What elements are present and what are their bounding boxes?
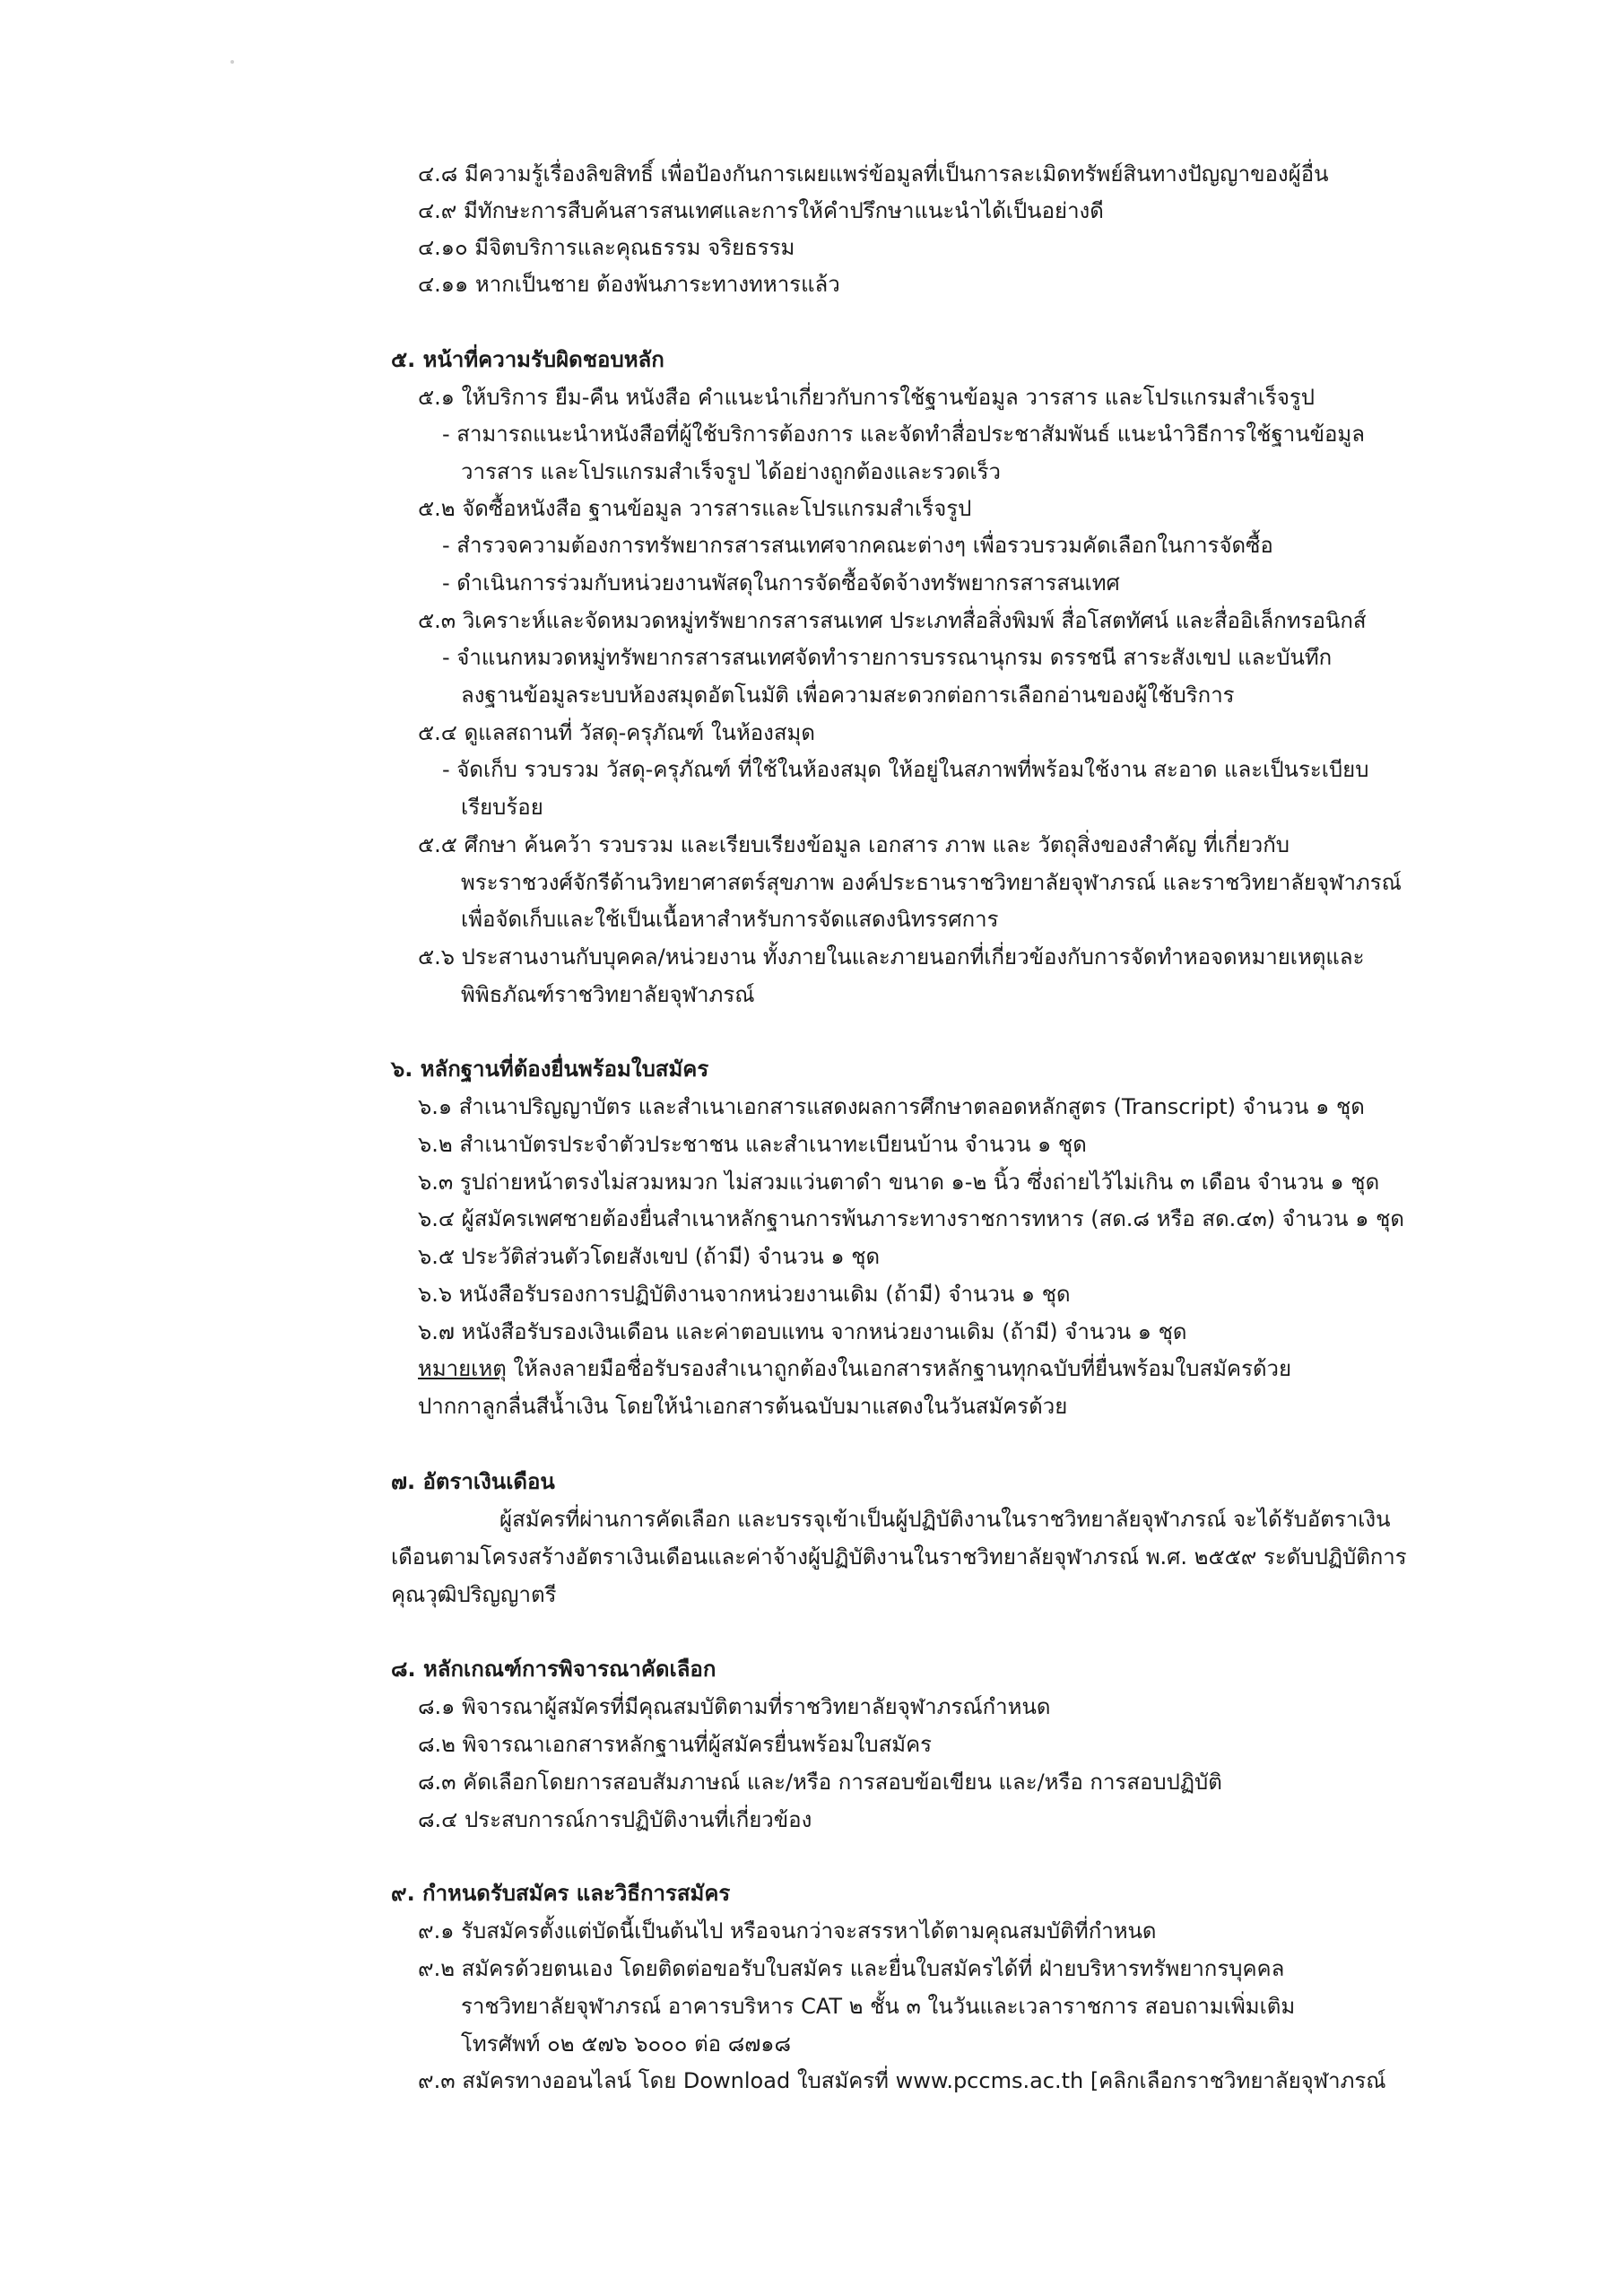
sec5-line: พิพิธภัณฑ์ราชวิทยาลัยจุฬาภรณ์	[461, 982, 755, 1007]
sec6-line: ๖.๕ ประวัติส่วนตัวโดยสังเขป (ถ้ามี) จำนวน ๑ ชุด	[418, 1244, 881, 1269]
sec8-line: ๘.๑ พิจารณาผู้สมัครที่มีคุณสมบัติตามที่ราชวิทยาลัยจุฬาภรณ์กำหนด	[418, 1694, 1051, 1719]
sec5-line: ลงฐานข้อมูลระบบห้องสมุดอัตโนมัติ เพื่อความสะดวกต่อการเลือกอ่านของผู้ใช้บริการ	[461, 683, 1235, 708]
sec8-line: ๘.๒ พิจารณาเอกสารหลักฐานที่ผู้สมัครยื่นพร้อมใบสมัคร	[418, 1732, 933, 1757]
sec5-line: - สามารถแนะนำหนังสือที่ผู้ใช้บริการต้องการ และจัดทำสื่อประชาสัมพันธ์ แนะนำวิธีการใช้ฐานข้อมูล	[442, 422, 1365, 447]
sec6-line: ๖.๓ รูปถ่ายหน้าตรงไม่สวมหมวก ไม่สวมแว่นตาดำ ขนาด ๑-๒ นิ้ว ซึ่งถ่ายไว้ไม่เกิน ๓ เดือน จำนวน ๑ ชุด	[418, 1170, 1380, 1195]
note-text: ให้ลงลายมือชื่อรับรองสำเนาถูกต้องในเอกสารหลักฐานทุกฉบับที่ยื่นพร้อมใบสมัครด้วย	[506, 1356, 1292, 1381]
sec9-line: โทรศัพท์ ๐๒ ๕๗๖ ๖๐๐๐ ต่อ ๘๗๑๘	[461, 2031, 792, 2057]
sec6-line: ๖.๔ ผู้สมัครเพศชายต้องยื่นสำเนาหลักฐานการพ้นภาระทางราชการทหาร (สด.๘ หรือ สด.๔๓) จำนวน ๑ ชุด	[418, 1206, 1404, 1231]
sec6-line: ๖.๒ สำเนาบัตรประจำตัวประชาชน และสำเนาทะเบียนบ้าน จำนวน ๑ ชุด	[418, 1132, 1087, 1157]
sec7-line: คุณวุฒิปริญญาตรี	[391, 1582, 557, 1607]
sec5-line: - สำรวจความต้องการทรัพยากรสารสนเทศจากคณะต่างๆ เพื่อรวบรวมคัดเลือกในการจัดซื้อ	[442, 533, 1273, 558]
sec5-line: เพื่อจัดเก็บและใช้เป็นเนื้อหาสำหรับการจัดแสดงนิทรรศการ	[461, 907, 999, 932]
sec5-line: ๕.๑ ให้บริการ ยืม-คืน หนังสือ คำแนะนำเกี่ยวกับการใช้ฐานข้อมูล วารสาร และโปรแกรมสำเร็จรูป	[418, 385, 1316, 410]
sec7-heading: ๗. อัตราเงินเดือน	[391, 1469, 555, 1494]
sec5-heading: ๕. หน้าที่ความรับผิดชอบหลัก	[391, 347, 664, 372]
sec5-line: ๕.๔ ดูแลสถานที่ วัสดุ-ครุภัณฑ์ ในห้องสมุด	[418, 720, 815, 745]
sec9-line: ราชวิทยาลัยจุฬาภรณ์ อาคารบริหาร CAT ๒ ชั้น ๓ ในวันและเวลาราชการ สอบถามเพิ่มเติม	[461, 1994, 1296, 2019]
sec5-line: - จำแนกหมวดหมู่ทรัพยากรสารสนเทศจัดทำรายการบรรณานุกรม ดรรชนี สาระสังเขป และบันทึก	[442, 645, 1333, 670]
sec5-line: ๕.๖ ประสานงานกับบุคคล/หน่วยงาน ทั้งภายในและภายนอกที่เกี่ยวข้องกับการจัดทำหอจดหมายเหตุและ	[418, 944, 1365, 970]
sec5-line: ๕.๕ ศึกษา ค้นคว้า รวบรวม และเรียบเรียงข้อมูล เอกสาร ภาพ และ วัตถุสิ่งของสำคัญ ที่เกี่ยวกับ	[418, 832, 1290, 857]
sec9-line: ๙.๒ สมัครด้วยตนเอง โดยติดต่อขอรับใบสมัคร และยื่นใบสมัครได้ที่ ฝ่ายบริหารทรัพยากรบุคคล	[418, 1956, 1285, 1981]
sec9-line: ๙.๑ รับสมัครตั้งแต่บัดนี้เป็นต้นไป หรือจนกว่าจะสรรหาได้ตามคุณสมบัติที่กำหนด	[418, 1918, 1157, 1944]
sec8-heading: ๘. หลักเกณฑ์การพิจารณาคัดเลือก	[391, 1657, 716, 1682]
sec6-line: ๖.๑ สำเนาปริญญาบัตร และสำเนาเอกสารแสดงผลการศึกษาตลอดหลักสูตร (Transcript) จำนวน ๑ ชุด	[418, 1094, 1365, 1119]
sec6-note-line2: ปากกาลูกลื่นสีน้ำเงิน โดยให้นำเอกสารต้นฉบับมาแสดงในวันสมัครด้วย	[418, 1394, 1068, 1419]
sec4-item: ๔.๑๐ มีจิตบริการและคุณธรรม จริยธรรม	[418, 235, 795, 260]
sec5-line: - ดำเนินการร่วมกับหน่วยงานพัสดุในการจัดซื้อจัดจ้างทรัพยากรสารสนเทศ	[442, 570, 1120, 596]
sec7-line: ผู้สมัครที่ผ่านการคัดเลือก และบรรจุเข้าเป็นผู้ปฏิบัติงานในราชวิทยาลัยจุฬาภรณ์ จะได้รับอัตราเงิน	[499, 1507, 1391, 1532]
sec8-line: ๘.๔ ประสบการณ์การปฏิบัติงานที่เกี่ยวข้อง	[418, 1807, 812, 1832]
sec5-line: ๕.๒ จัดซื้อหนังสือ ฐานข้อมูล วารสารและโปรแกรมสำเร็จรูป	[418, 496, 972, 521]
sec5-line: วารสาร และโปรแกรมสำเร็จรูป ได้อย่างถูกต้องและรวดเร็ว	[461, 459, 1002, 484]
sec4-item: ๔.๘ มีความรู้เรื่องลิขสิทธิ์ เพื่อป้องกันการเผยแพร่ข้อมูลที่เป็นการละเมิดทรัพย์สินทางปัญญาของผู้อื่น	[418, 161, 1329, 187]
sec5-line: พระราชวงศ์จักรีด้านวิทยาศาสตร์สุขภาพ องค์ประธานราชวิทยาลัยจุฬาภรณ์ และราชวิทยาลัยจุฬาภรณ์	[461, 870, 1402, 895]
sec5-line: เรียบร้อย	[461, 795, 543, 820]
sec9-heading: ๙. กำหนดรับสมัคร และวิธีการสมัคร	[391, 1881, 731, 1906]
sec7-line: เดือนตามโครงสร้างอัตราเงินเดือนและค่าจ้างผู้ปฏิบัติงานในราชวิทยาลัยจุฬาภรณ์ พ.ศ. ๒๕๕๙ ระดับปฏิบัติการ	[391, 1544, 1407, 1570]
sec6-heading: ๖. หลักฐานที่ต้องยื่นพร้อมใบสมัคร	[391, 1057, 709, 1082]
sec8-line: ๘.๓ คัดเลือกโดยการสอบสัมภาษณ์ และ/หรือ การสอบข้อเขียน และ/หรือ การสอบปฏิบัติ	[418, 1770, 1222, 1795]
sec6-line: ๖.๗ หนังสือรับรองเงินเดือน และค่าตอบแทน จากหน่วยงานเดิม (ถ้ามี) จำนวน ๑ ชุด	[418, 1319, 1187, 1344]
sec9-line: ๙.๓ สมัครทางออนไลน์ โดย Download ใบสมัครที่ www.pccms.ac.th [คลิกเลือกราชวิทยาลัยจุฬาภรณ์	[418, 2068, 1386, 2093]
sec6-note	[418, 1351, 1291, 1387]
sec5-line: - จัดเก็บ รวบรวม วัสดุ-ครุภัณฑ์ ที่ใช้ในห้องสมุด ให้อยู่ในสภาพที่พร้อมใช้งาน สะอาด และเป็นระเบียบ	[442, 757, 1369, 782]
sec4-item: ๔.๙ มีทักษะการสืบค้นสารสนเทศและการให้คำปรึกษาแนะนำได้เป็นอย่างดี	[418, 198, 1104, 223]
note-label: หมายเหตุ	[418, 1356, 507, 1381]
sec4-item: ๔.๑๑ หากเป็นชาย ต้องพ้นภาระทางทหารแล้ว	[418, 272, 840, 297]
scan-speck	[230, 60, 234, 64]
sec5-line: ๕.๓ วิเคราะห์และจัดหมวดหมู่ทรัพยากรสารสนเทศ ประเภทสื่อสิ่งพิมพ์ สื่อโสตทัศน์ และสื่ออิเล็กทรอนิกส์	[418, 608, 1367, 633]
sec6-line: ๖.๖ หนังสือรับรองการปฏิบัติงานจากหน่วยงานเดิม (ถ้ามี) จำนวน ๑ ชุด	[418, 1282, 1071, 1307]
